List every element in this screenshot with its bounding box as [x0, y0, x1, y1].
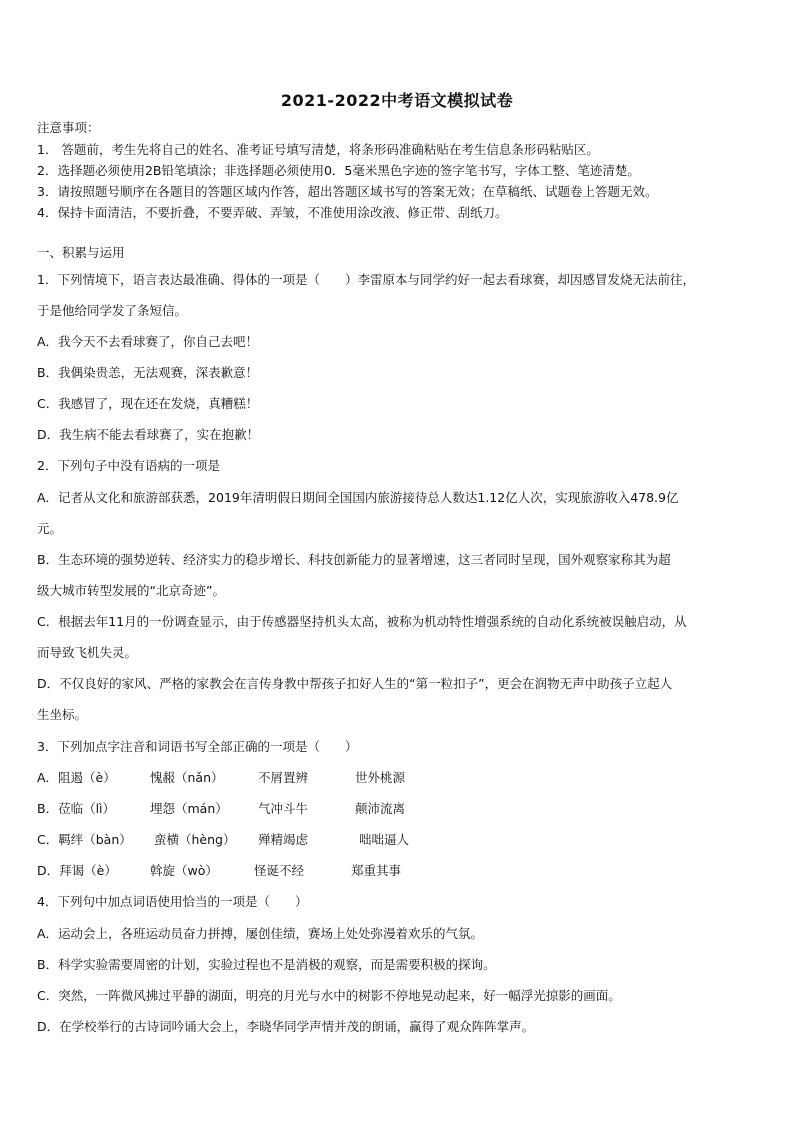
q2-option-a-line2: 元。 — [37, 521, 63, 536]
q1-stem-line2: 于是他给同学发了条短信。 — [37, 303, 188, 318]
q4-option-d: D．在学校举行的古诗词吟诵大会上，李晓华同学声情并茂的朗诵，赢得了观众阵阵掌声。 — [37, 1019, 535, 1034]
q1-stem-line1: 1．下列情境下，语言表达最准确、得体的一项是（ ）李雷原本与同学约好一起去看球赛，却因感冒发烧无法前往， — [37, 272, 695, 287]
q3-a-word1: A．阻遏（è） — [37, 770, 116, 785]
q3-c-word4: 咄咄逼人 — [359, 832, 410, 847]
q2-option-b-line2: 级大城市转型发展的“北京奇迹”。 — [37, 583, 225, 598]
notice-item-4: 4．保持卡面清洁，不要折叠，不要弄破、弄皱，不准使用涂改液、修正带、刮纸刀。 — [37, 205, 508, 220]
q1-option-c: C．我感冒了，现在还在发烧，真糟糕！ — [37, 396, 259, 411]
q3-d-word1: D．拜谒（è） — [37, 863, 117, 878]
notice-item-1: 1． 答题前，考生先将自己的姓名、准考证号填写清楚，将条形码准确粘贴在考生信息条形码粘贴区。 — [37, 142, 599, 157]
q3-b-word3: 气冲斗牛 — [258, 801, 309, 816]
q3-c-word3: 殚精竭虑 — [258, 832, 309, 847]
section-heading: 一、积累与运用 — [37, 245, 125, 260]
q3-d-word4: 郑重其事 — [351, 863, 402, 878]
q3-stem: 3．下列加点字注音和词语书写全部正确的一项是（ ） — [37, 739, 358, 754]
q4-option-a: A．运动会上，各班运动员奋力拼搏，屡创佳绩，赛场上处处弥漫着欢乐的气氛。 — [37, 926, 484, 941]
q3-a-word4: 世外桃源 — [355, 770, 406, 785]
q3-d-word3: 怪诞不经 — [254, 863, 305, 878]
notice-heading: 注意事项： — [37, 120, 100, 135]
q2-option-a-line1: A．记者从文化和旅游部获悉，2019年清明假日期间全国国内旅游接待总人数达1.12亿人次，实现旅游收入478.9亿 — [37, 490, 679, 505]
q2-option-b-line1: B．生态环境的强势逆转、经济实力的稳步增长、科技创新能力的显著增速，这三者同时呈现，国外观察家称其为超 — [37, 552, 671, 567]
q3-d-word2: 斡旋（wò） — [150, 863, 218, 878]
q2-option-d-line1: D．不仅良好的家风、严格的家教会在言传身教中帮孩子扣好人生的“第一粒扣子”，更会在润物无声中助孩子立起人 — [37, 676, 673, 691]
q3-c-word2: 蛮横（hèng） — [154, 832, 236, 847]
q2-option-c-line2: 而导致飞机失灵。 — [37, 645, 138, 660]
q2-option-c-line1: C．根据去年11月的一份调查显示，由于传感器坚持机头太高，被称为机动特性增强系统的自动化系统被误触启动，从 — [37, 614, 687, 629]
q2-stem: 2．下列句子中没有语病的一项是 — [37, 458, 220, 473]
q1-option-b: B．我偶染贵恙，无法观赛，深表歉意！ — [37, 365, 259, 380]
q3-b-word1: B．莅临（lì） — [37, 801, 116, 816]
q3-a-word3: 不屑置辨 — [258, 770, 309, 785]
q4-option-b: B．科学实验需要周密的计划，实验过程也不是消极的观察，而是需要积极的探询。 — [37, 957, 496, 972]
notice-item-2: 2．选择题必须使用2B铅笔填涂；非选择题必须使用0．5毫米黑色字迹的签字笔书写，字体工整、笔迹清楚。 — [37, 163, 640, 178]
q4-option-c: C．突然，一阵微风拂过平静的湖面，明亮的月光与水中的树影不停地晃动起来，好一幅浮光掠影的画面。 — [37, 988, 621, 1003]
q3-b-word2: 埋怨（mán） — [150, 801, 228, 816]
q4-stem: 4．下列句中加点词语使用恰当的一项是（ ） — [37, 894, 308, 909]
exam-title: 2021-2022中考语文模拟试卷 — [280, 91, 514, 110]
q1-option-d: D．我生病不能去看球赛了，实在抱歉！ — [37, 427, 260, 442]
q3-b-word4: 颠沛流离 — [355, 801, 406, 816]
q3-a-word2: 愧赧（nǎn） — [150, 770, 224, 785]
q3-c-word1: C．羁绊（bàn） — [37, 832, 132, 847]
q1-option-a: A．我今天不去看球赛了，你自己去吧！ — [37, 334, 259, 349]
notice-item-3: 3．请按照题号顺序在各题目的答题区域内作答，超出答题区域书写的答案无效；在草稿纸、试题卷上答题无效。 — [37, 184, 658, 199]
q2-option-d-line2: 生坐标。 — [37, 707, 88, 722]
